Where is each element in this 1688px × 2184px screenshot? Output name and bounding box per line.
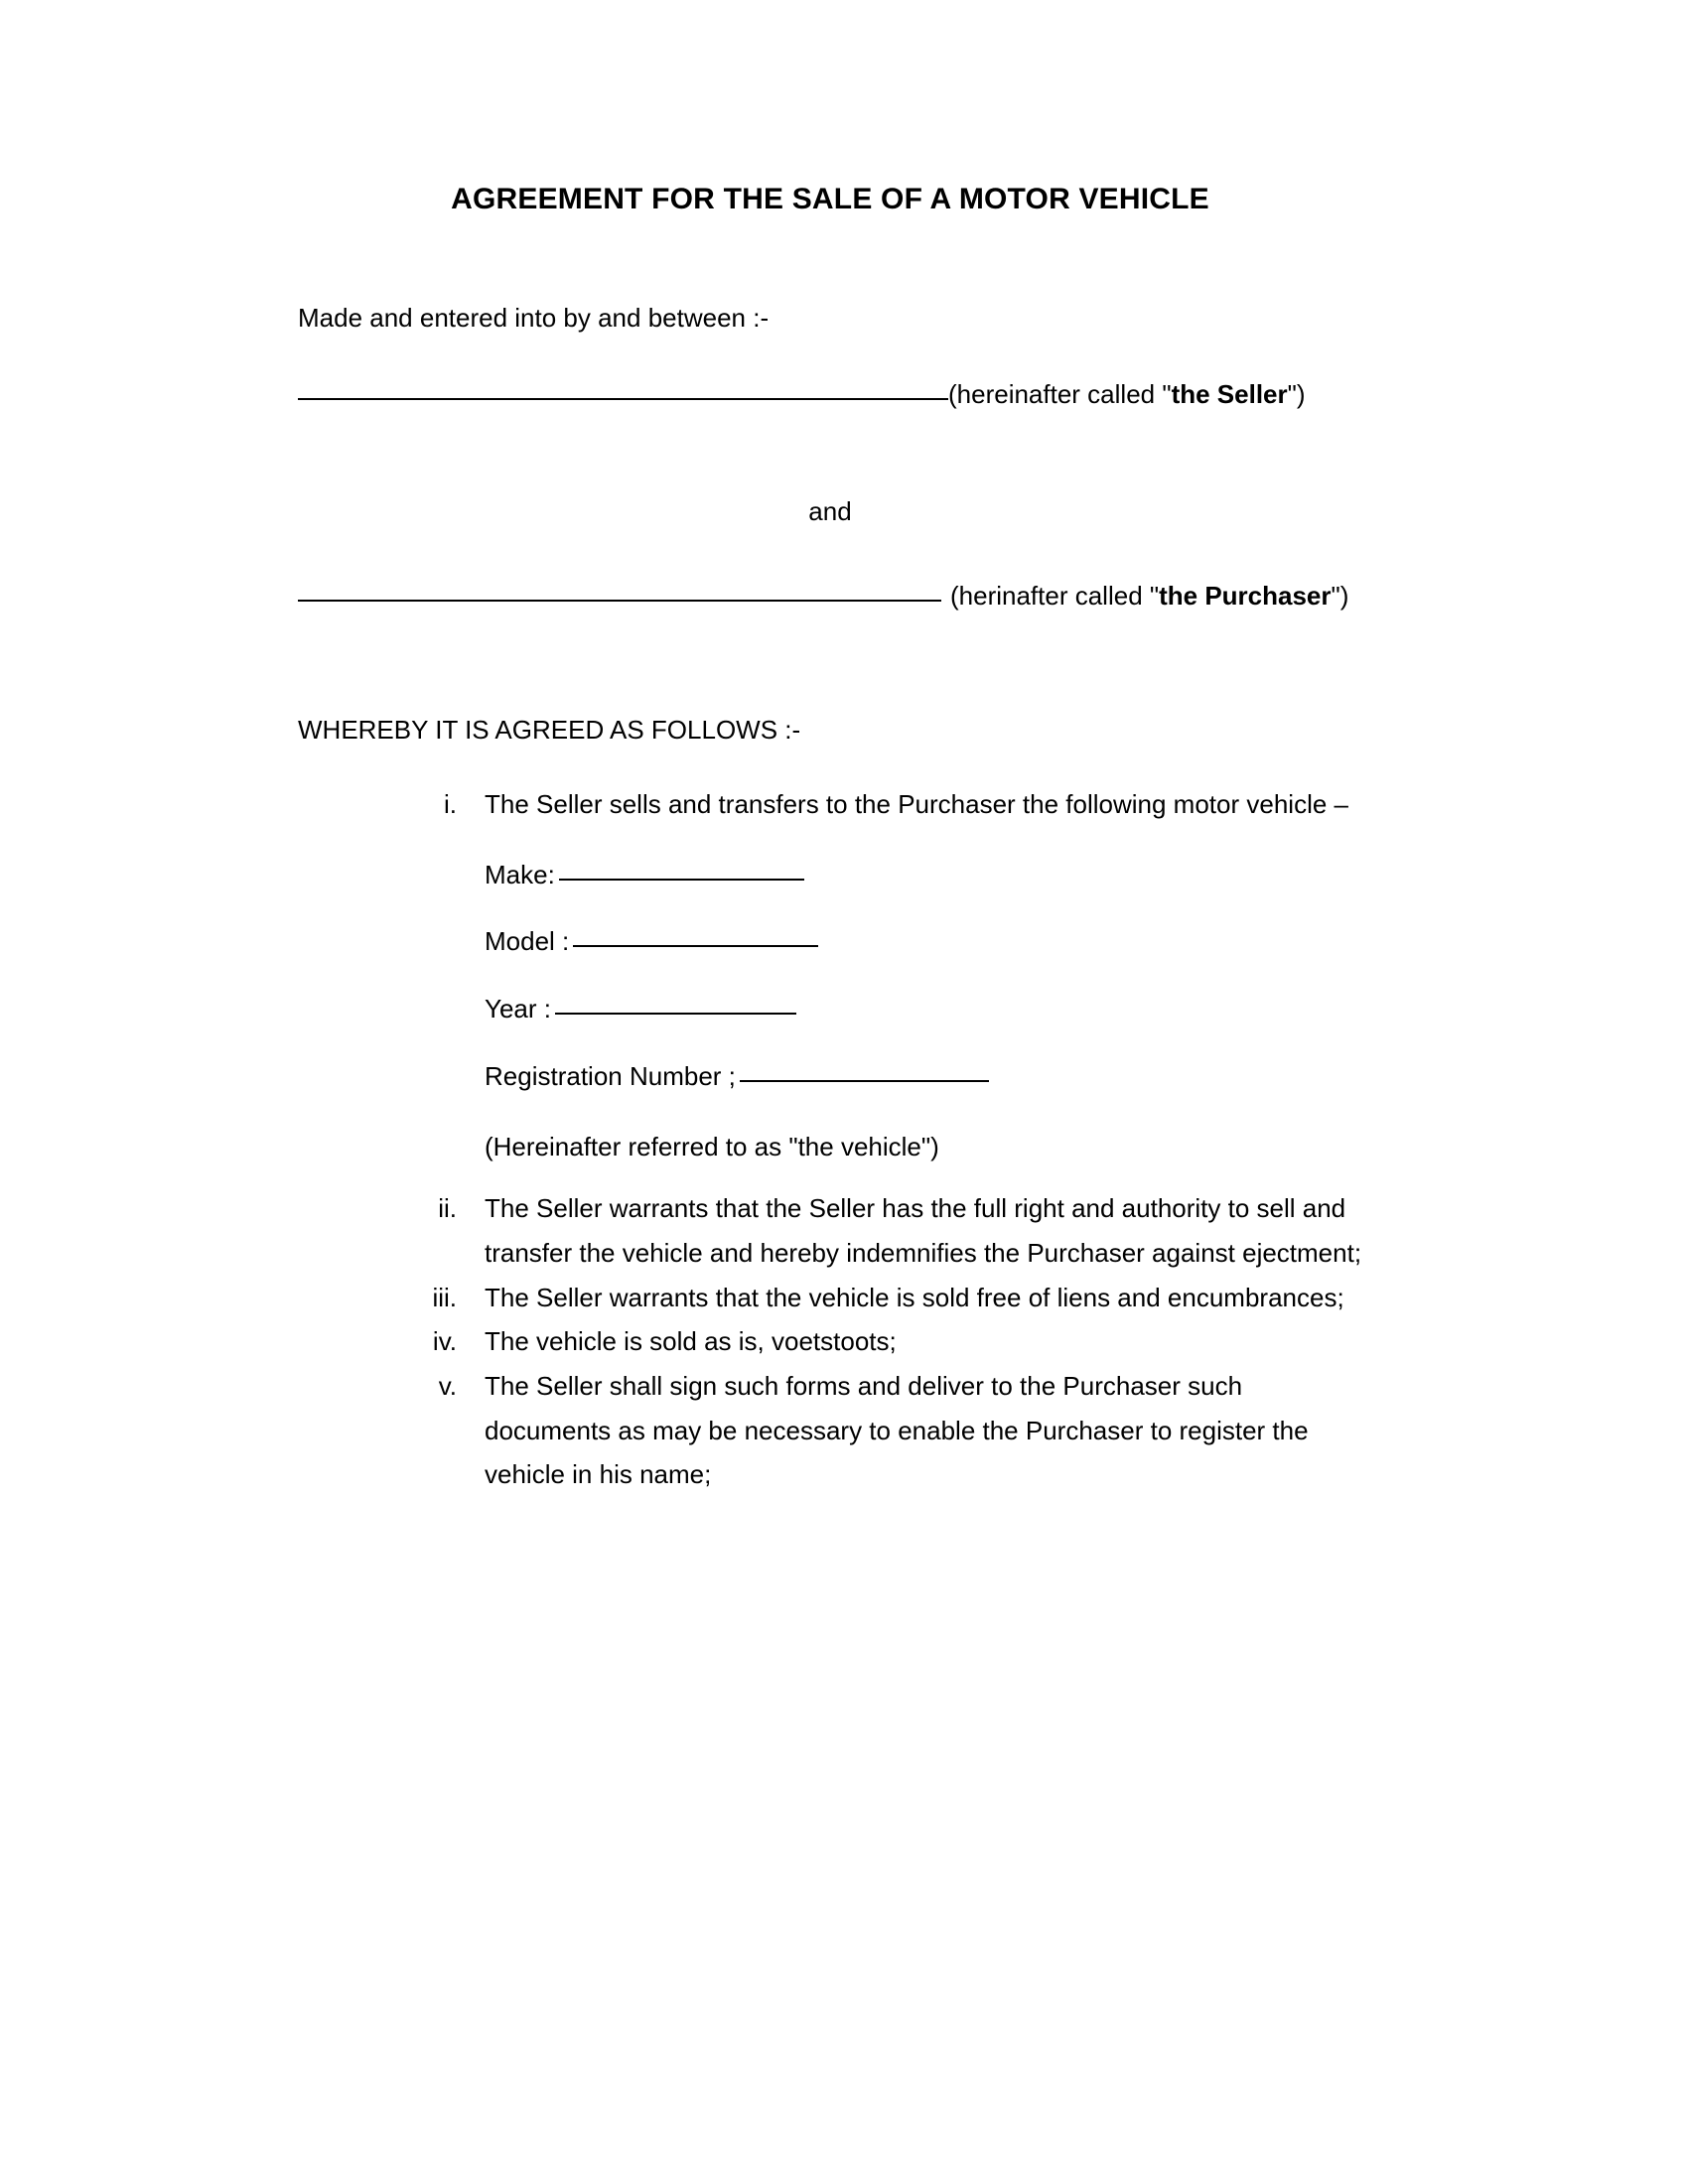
field-row-model <box>485 893 1362 961</box>
make-label: Make: <box>485 859 555 889</box>
document-content <box>298 0 1362 1497</box>
field-row-make <box>485 827 1362 894</box>
model-input-blank[interactable] <box>573 945 818 947</box>
clause-marker-ii: ii. <box>438 1193 457 1224</box>
clause-item-iii <box>298 1276 1362 1320</box>
clause-item-iv <box>298 1319 1362 1364</box>
purchaser-designation-suffix: ") <box>1331 580 1349 611</box>
seller-party-line <box>298 337 1362 414</box>
purchaser-name-blank[interactable] <box>298 600 941 602</box>
registration-number-label: Registration Number ; <box>485 1060 736 1091</box>
year-label: Year : <box>485 994 551 1024</box>
clause-text-ii: The Seller warrants that the Seller has the full right and authority to sell and transfer the vehicle and hereby indemnifies the Purchaser against ejectment; <box>485 1193 1362 1268</box>
vehicle-definition-note: (Hereinafter referred to as "the vehicle") <box>485 1132 939 1162</box>
clause-list <box>298 750 1362 1497</box>
intro-text: Made and entered into by and between :- <box>298 302 770 333</box>
purchaser-designation-prefix: (herinafter called " <box>950 580 1160 611</box>
clause-text-iv: The vehicle is sold as is, voetstoots; <box>485 1326 897 1357</box>
seller-name-blank[interactable] <box>298 398 948 400</box>
model-label: Model : <box>485 926 570 957</box>
clause-text-i: The Seller sells and transfers to the Purchaser the following motor vehicle – <box>485 788 1348 819</box>
clause-marker-iii: iii. <box>432 1282 457 1312</box>
clause-item-ii <box>298 1166 1362 1275</box>
purchaser-designation: the Purchaser <box>1159 580 1332 611</box>
clause-marker-i: i. <box>444 788 457 819</box>
clause-text-v: The Seller shall sign such forms and deliver to the Purchaser such documents as may be necessary to enable the Purchaser to register the vehicle in his name; <box>485 1370 1309 1490</box>
clause-item-v <box>298 1364 1362 1497</box>
seller-designation-prefix: (hereinafter called " <box>948 379 1172 410</box>
conjunction-and: and <box>808 495 852 526</box>
whereby-heading: WHEREBY IT IS AGREED AS FOLLOWS :- <box>298 715 801 746</box>
seller-designation-suffix: ") <box>1287 379 1306 410</box>
vehicle-fields <box>485 827 1362 1096</box>
clause-marker-v: v. <box>438 1370 457 1401</box>
clause-item-i <box>298 782 1362 1166</box>
page-title: AGREEMENT FOR THE SALE OF A MOTOR VEHICLE <box>451 183 1209 215</box>
year-input-blank[interactable] <box>555 1013 796 1015</box>
seller-designation: the Seller <box>1171 379 1288 410</box>
purchaser-party-line <box>298 531 1362 615</box>
registration-number-input-blank[interactable] <box>740 1080 989 1082</box>
field-row-registration-number <box>485 1028 1362 1096</box>
field-row-year <box>485 961 1362 1028</box>
make-input-blank[interactable] <box>559 879 804 881</box>
clause-marker-iv: iv. <box>432 1326 457 1357</box>
clause-text-iii: The Seller warrants that the vehicle is sold free of liens and encumbrances; <box>485 1282 1344 1312</box>
